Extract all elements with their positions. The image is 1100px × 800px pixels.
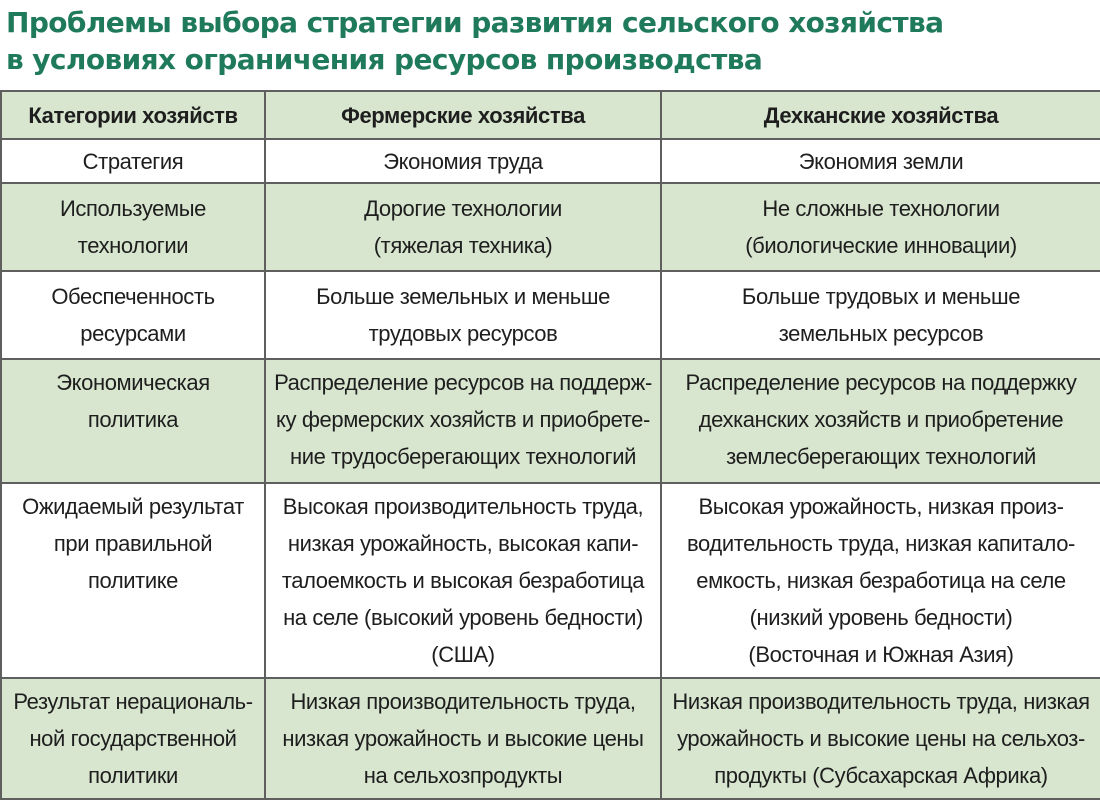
cell-dekhkan — [661, 271, 1100, 359]
cell-line: Распределение ресурсов на поддерж- — [274, 370, 652, 395]
cell-line: талоемкость и высокая безработица — [281, 568, 645, 593]
cell-line: Распределение ресурсов на поддержку — [685, 370, 1077, 395]
cell-line: продукты (Субсахарская Африка) — [714, 763, 1048, 788]
cell-line: (тяжелая техника) — [373, 233, 553, 258]
cell-dekhkan — [661, 678, 1100, 799]
header-dekhkan: Дехканские хозяйства — [661, 91, 1100, 139]
cell-line: Экономия труда — [383, 148, 543, 174]
cell-line: политики — [88, 763, 178, 788]
cell-line: водительность труда, низкая капитало- — [687, 531, 1075, 556]
cell-line: Дорогие технологии — [364, 196, 562, 221]
cell-line: землесберегающих технологий — [726, 444, 1036, 469]
header-farm: Фермерские хозяйства — [265, 91, 661, 139]
cell-category — [1, 678, 265, 799]
cell-line: Высокая урожайность, низкая произ- — [698, 494, 1064, 519]
cell-dekhkan — [661, 139, 1100, 183]
cell-line: (США) — [431, 642, 495, 667]
title-line-1: Проблемы выбора стратегии развития сельского хозяйства — [6, 6, 944, 39]
cell-line: политике — [87, 568, 179, 593]
cell-line: емкость, низкая безработица на селе — [696, 568, 1066, 593]
cell-line: Высокая производительность труда, — [282, 494, 644, 519]
cell-farm — [265, 183, 661, 271]
table-row — [1, 139, 1100, 183]
cell-line: (низкий уровень бедности) — [749, 605, 1013, 630]
cell-line: на сельхозпродукты — [363, 763, 563, 788]
cell-line: ку фермерских хозяйств и приобрете- — [276, 407, 650, 432]
cell-line: при правильной — [53, 531, 213, 556]
strategy-table — [0, 90, 1100, 800]
cell-line: Результат нерациональ- — [13, 689, 253, 714]
cell-line: низкая урожайность, высокая капи- — [287, 531, 639, 556]
table-row — [1, 359, 1100, 483]
table-row — [1, 183, 1100, 271]
cell-dekhkan — [661, 183, 1100, 271]
table-row — [1, 271, 1100, 359]
cell-category — [1, 183, 265, 271]
cell-line: политика — [87, 407, 179, 432]
cell-line: Используемые — [60, 196, 206, 221]
cell-dekhkan — [661, 359, 1100, 483]
cell-line: на селе (высокий уровень бедности) — [283, 605, 643, 630]
cell-line: Низкая производительность труда, низкая — [672, 689, 1090, 714]
cell-line: трудовых ресурсов — [368, 321, 558, 346]
cell-line: Низкая производительность труда, — [290, 689, 636, 714]
cell-line: технологии — [77, 233, 189, 258]
cell-line: урожайность и высокие цены на сельхоз- — [677, 726, 1085, 751]
cell-line: Больше трудовых и меньше — [741, 284, 1021, 309]
cell-category — [1, 483, 265, 678]
cell-line: ресурсами — [80, 321, 186, 346]
cell-line: Обеспеченность — [51, 284, 215, 309]
cell-farm — [265, 678, 661, 799]
cell-line: земельных ресурсов — [778, 321, 984, 346]
title-line-2: в условиях ограничения ресурсов производства — [6, 43, 763, 76]
cell-farm — [265, 483, 661, 678]
cell-line: (Восточная и Южная Азия) — [748, 642, 1014, 667]
cell-line: низкая урожайность и высокие цены — [282, 726, 644, 751]
cell-line: Экономическая — [56, 370, 210, 395]
cell-farm — [265, 359, 661, 483]
cell-line: ние трудосберегающих технологий — [289, 444, 637, 469]
cell-line: Не сложные технологии — [762, 196, 1000, 221]
cell-farm — [265, 271, 661, 359]
cell-category — [1, 139, 265, 183]
cell-line: Экономия земли — [798, 148, 964, 174]
cell-line: (биологические инновации) — [745, 233, 1017, 258]
cell-line: Ожидаемый результат — [22, 494, 244, 519]
table-row — [1, 483, 1100, 678]
cell-dekhkan — [661, 483, 1100, 678]
cell-line: дехканских хозяйств и приобретение — [698, 407, 1064, 432]
cell-category — [1, 271, 265, 359]
cell-line: Больше земельных и меньше — [316, 284, 610, 309]
page-title — [0, 0, 1100, 82]
cell-farm — [265, 139, 661, 183]
table-row — [1, 678, 1100, 799]
cell-line: ной государственной — [29, 726, 237, 751]
cell-line: Стратегия — [82, 148, 184, 174]
cell-category — [1, 359, 265, 483]
header-categories: Категории хозяйств — [1, 91, 265, 139]
table-header-row — [1, 91, 1100, 139]
